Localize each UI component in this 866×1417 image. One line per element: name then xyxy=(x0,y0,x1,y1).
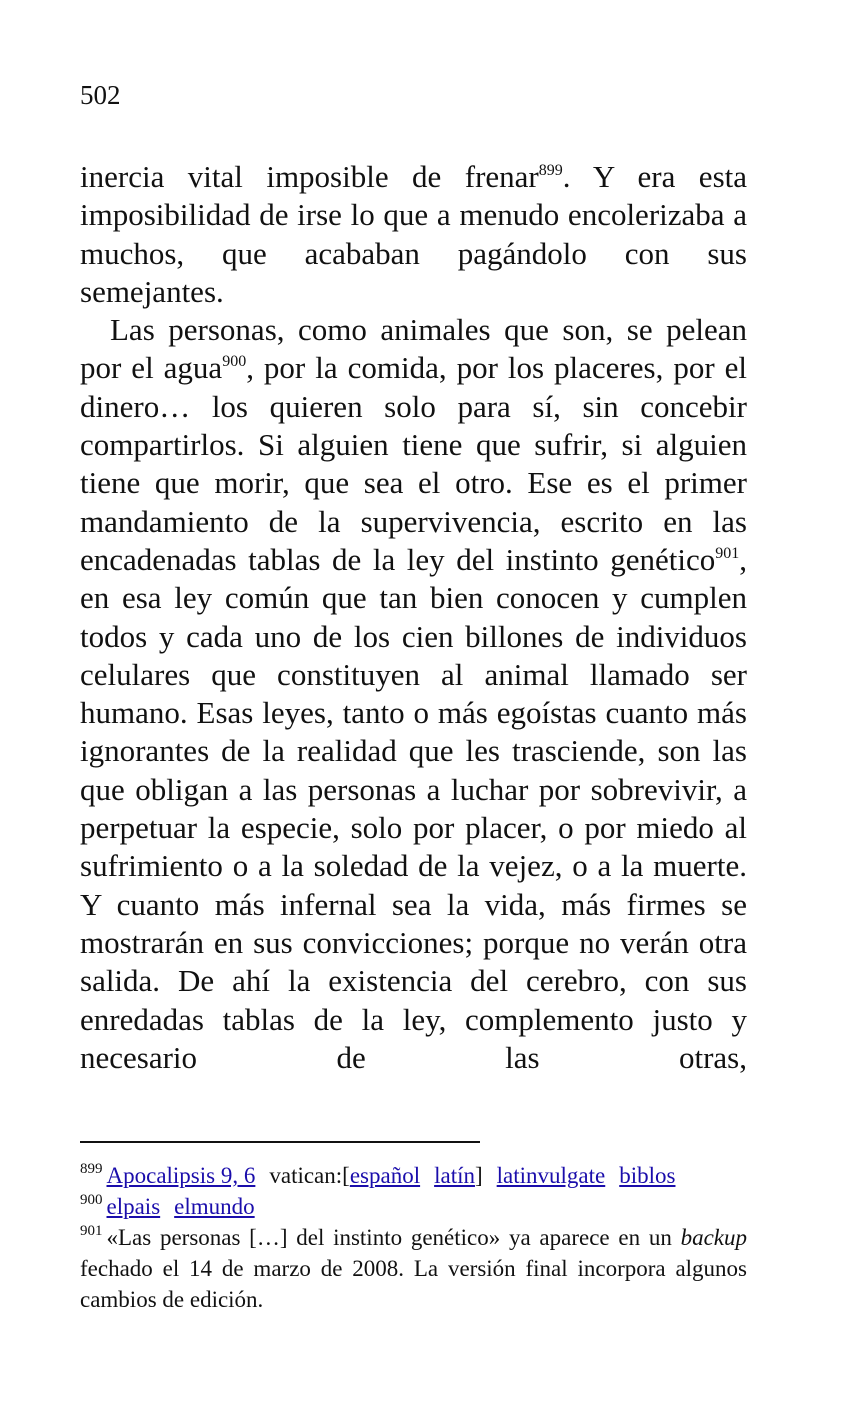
link-biblos[interactable]: biblos xyxy=(619,1163,676,1188)
link-apocalipsis[interactable]: Apocalipsis 9, 6 xyxy=(106,1163,256,1188)
page-number: 502 xyxy=(80,80,121,110)
footnote-901-number: 901 xyxy=(80,1223,103,1239)
vatican-suffix: ] xyxy=(474,1163,483,1188)
link-elmundo[interactable]: elmundo xyxy=(174,1194,255,1219)
footnote-901-text-b: fechado el 14 de marzo de 2008. La versión final incorpora algunos cambios de edición. xyxy=(80,1256,747,1312)
paragraph-2-text-c: , en esa ley común que tan bien conocen y cumplen todos y cada uno de los cien billones de individuos celulares que constituyen al animal llamado ser humano. Esas leyes, tanto o más egoístas cuanto más ignorantes de la realidad que les trasciende, son las que obligan a las personas a luchar por sobrevivir, a perpetuar la especie, solo por placer, o por miedo al sufrimiento o a la soledad de la vejez, o a la muerte. Y cuanto más infernal sea la vida, más firmes se mostrarán en sus convicciones; porque no verán otra salida. De ahí la existencia del cerebro, con sus enredadas tablas de la ley, complemento justo y necesario de las otras, xyxy=(80,541,747,1075)
footnote-900-number: 900 xyxy=(80,1192,103,1208)
link-latinvulgate[interactable]: latinvulgate xyxy=(496,1163,606,1188)
footnote-ref-901[interactable]: 901 xyxy=(715,544,740,562)
link-elpais[interactable]: elpais xyxy=(106,1194,161,1219)
body-text xyxy=(80,158,747,1077)
footnotes xyxy=(80,1160,747,1315)
footnote-ref-900[interactable]: 900 xyxy=(222,353,247,371)
link-espanol[interactable]: español xyxy=(349,1163,421,1188)
vatican-prefix: vatican:[ xyxy=(269,1163,350,1188)
paragraph-1 xyxy=(80,158,747,311)
link-latin[interactable]: latín xyxy=(434,1163,475,1188)
footnote-900 xyxy=(80,1191,747,1222)
paragraph-1-text-a: inercia vital imposible de frenar xyxy=(80,159,539,194)
paragraph-1-text-b: . Y era esta imposibilidad de irse lo que a menudo encolerizaba a muchos, que acababan pagándolo con sus semejantes. xyxy=(80,159,747,309)
footnote-899 xyxy=(80,1160,747,1191)
footnote-divider xyxy=(80,1141,480,1143)
footnote-901-italic: backup xyxy=(680,1225,747,1250)
paragraph-2-text-a: Las personas, como animales que son, se pelean por el agua xyxy=(80,312,747,386)
footnote-899-number: 899 xyxy=(80,1161,103,1177)
paragraph-2-text-b: , por la comida, por los placeres, por el dinero… los quieren solo para sí, sin concebir compartirlos. Si alguien tiene que sufrir, si alguien tiene que morir, que sea el otro. Ese es el primer mandamiento de la supervivencia, escrito en las encadenadas tablas de la ley del instinto genético xyxy=(80,350,747,577)
footnote-ref-899[interactable]: 899 xyxy=(538,162,563,179)
footnote-901-text-a: «Las personas […] del instinto genético» ya aparece en un xyxy=(106,1225,681,1250)
footnote-901 xyxy=(80,1222,747,1315)
paragraph-2 xyxy=(80,311,747,1077)
